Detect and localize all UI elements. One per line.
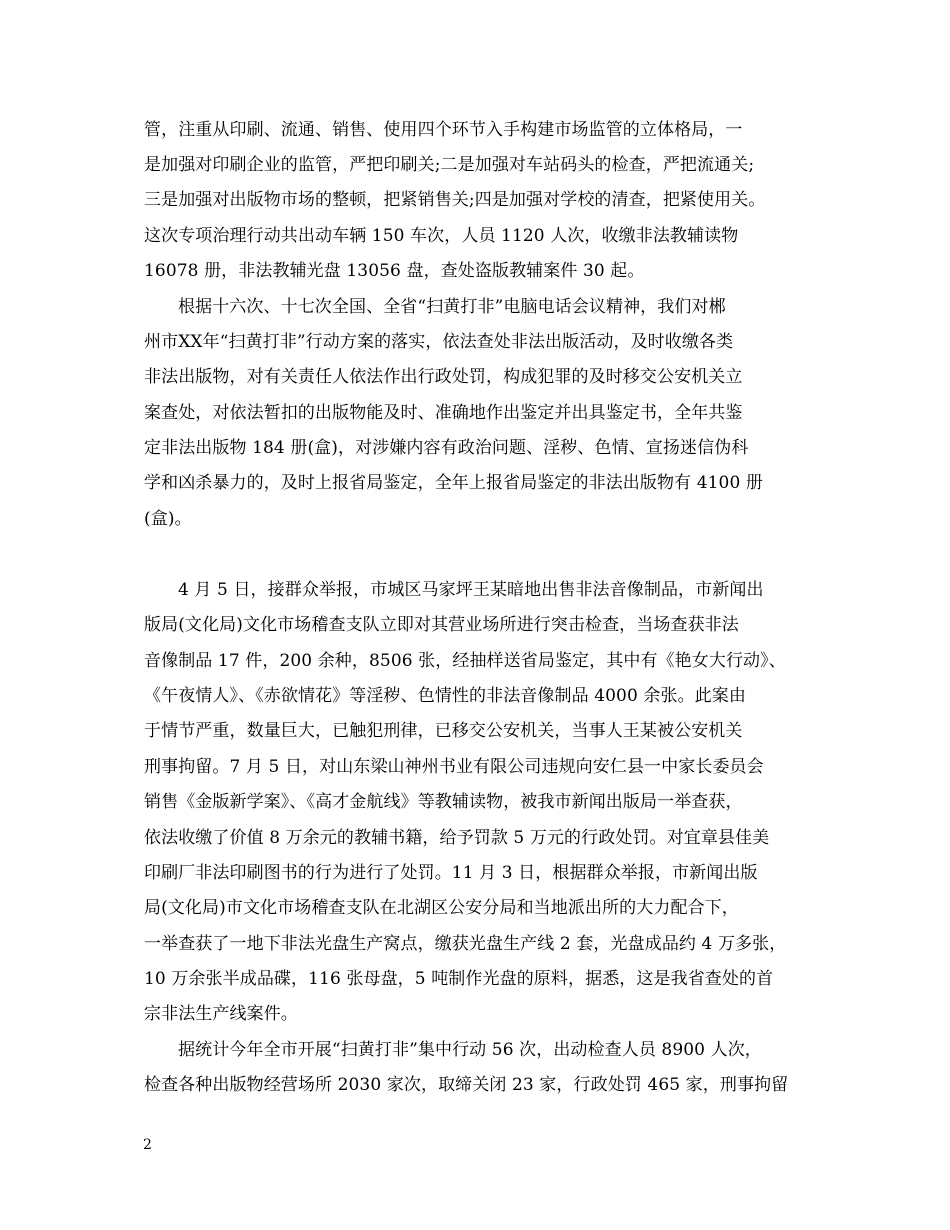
- text-line: 管，注重从印刷、流通、销售、使用四个环节入手构建市场监管的立体格局，一: [144, 120, 743, 140]
- page-number: 2: [143, 1137, 152, 1153]
- text-line: 学和凶杀暴力的，及时上报省局鉴定，全年上报省局鉴定的非法出版物有 4100 册: [144, 473, 763, 493]
- text-line: 据统计今年全市开展“扫黄打非”集中行动 56 次，出动检查人员 8900 人次，: [178, 1040, 762, 1060]
- text-line: (盒)。: [144, 509, 192, 529]
- text-line: 三是加强对出版物市场的整顿，把紧销售关;四是加强对学校的清查，把紧使用关。: [144, 190, 766, 210]
- text-line: 局(文化局)市文化市场稽查支队在北湖区公安分局和当地派出所的大力配合下，: [144, 898, 739, 918]
- text-line: 印刷厂非法印刷图书的行为进行了处罚。11 月 3 日，根据群众举报，市新闻出版: [144, 863, 758, 883]
- text-line: 销售《金版新学案》、《高才金航线》等教辅读物，被我市新闻出版局一举查获，: [144, 792, 743, 812]
- text-line: 是加强对印刷企业的监管，严把印刷关;二是加强对车站码头的检查，严把流通关;: [144, 155, 755, 175]
- text-line: 根据十六次、十七次全国、全省“扫黄打非”电脑电话会议精神，我们对郴: [178, 297, 726, 317]
- text-line: 检查各种出版物经营场所 2030 家次，取缔关闭 23 家，行政处罚 465 家，刑事拘留: [144, 1075, 789, 1095]
- text-line: 非法出版物，对有关责任人依法作出行政处罚，构成犯罪的及时移交公安机关立: [144, 367, 743, 387]
- text-line: 音像制品 17 件，200 余种，8506 张，经抽样送省局鉴定，其中有《艳女大行动》、: [144, 651, 786, 671]
- text-line: 定非法出版物 184 册(盒)，对涉嫌内容有政治问题、淫秽、色情、宣扬迷信伪科: [144, 438, 749, 458]
- text-line: 州市XX年“扫黄打非”行动方案的落实，依法查处非法出版活动，及时收缴各类: [144, 332, 734, 352]
- text-line: 一举查获了一地下非法光盘生产窝点，缴获光盘生产线 2 套，光盘成品约 4 万多张，: [144, 934, 787, 954]
- text-line: 宗非法生产线案件。: [144, 1004, 298, 1024]
- text-line: 《午夜情人》、《赤欲情花》等淫秽、色情性的非法音像制品 4000 余张。此案由: [144, 686, 746, 706]
- text-line: 版局(文化局)文化市场稽查支队立即对其营业场所进行突击检查，当场查获非法: [144, 615, 739, 635]
- text-line: 于情节严重，数量巨大，已触犯刑律，已移交公安机关，当事人王某被公安机关: [144, 721, 743, 741]
- text-line: 案查处，对依法暂扣的出版物能及时、准确地作出鉴定并出具鉴定书，全年共鉴: [144, 403, 743, 423]
- text-line: 依法收缴了价值 8 万余元的教辅书籍，给予罚款 5 万元的行政处罚。对宜章县佳美: [144, 828, 770, 848]
- text-line: 4 月 5 日，接群众举报，市城区马家坪王某暗地出售非法音像制品，市新闻出: [178, 580, 764, 600]
- text-line: 16078 册，非法教辅光盘 13056 盘，查处盗版教辅案件 30 起。: [144, 261, 645, 281]
- text-line: 10 万余张半成品碟，116 张母盘，5 吨制作光盘的原料，据悉，这是我省查处的首: [144, 969, 774, 989]
- text-line: 这次专项治理行动共出动车辆 150 车次，人员 1120 人次，收缴非法教辅读物: [144, 226, 739, 246]
- text-line: 刑事拘留。7 月 5 日，对山东梁山神州书业有限公司违规向安仁县一中家长委员会: [144, 757, 764, 777]
